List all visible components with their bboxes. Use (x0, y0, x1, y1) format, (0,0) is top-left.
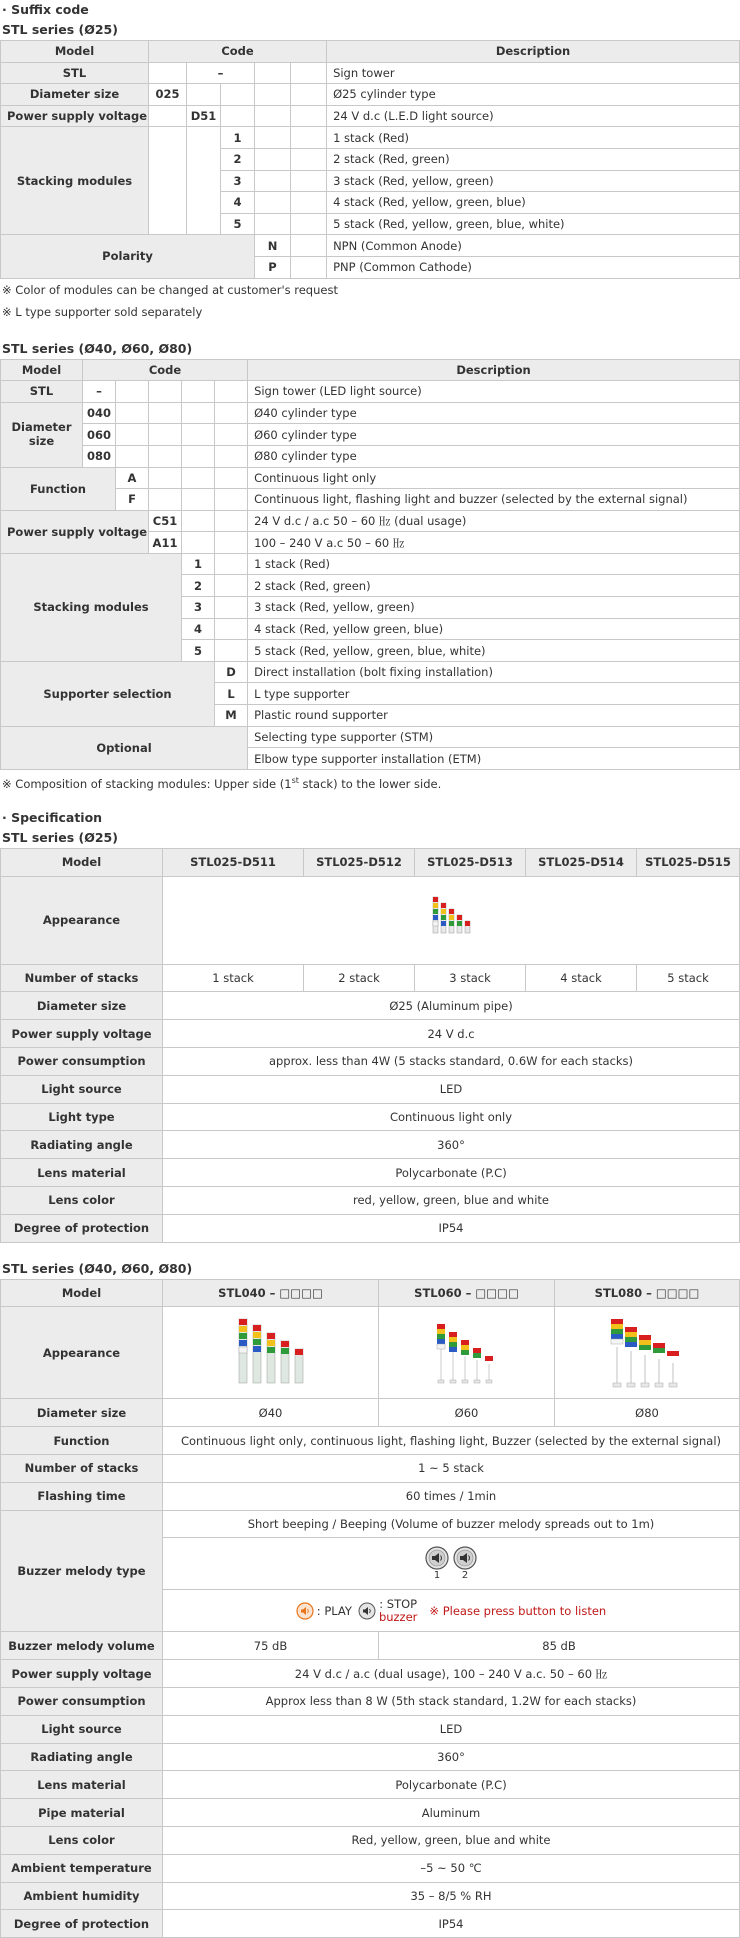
st25-suffix-title: STL series (Ø25) (2, 22, 118, 37)
diameter-code: 040 (83, 402, 116, 424)
buzzer-volume-label: Buzzer melody volume (1, 1632, 163, 1660)
suffix-heading: · Suffix code (2, 2, 89, 17)
power-consumption-label: Power consumption (1, 1048, 163, 1076)
appearance-image (163, 876, 740, 964)
radiating-angle-value: 360° (163, 1743, 740, 1771)
model-code: – (83, 381, 116, 403)
stl025-towers-image (421, 895, 481, 945)
diameter-value: Ø80 (555, 1399, 740, 1427)
light-type-label: Light type (1, 1103, 163, 1131)
stack-code: 1 (221, 127, 255, 149)
stacking-label: Stacking modules (1, 127, 149, 235)
psv-code: A11 (149, 532, 182, 554)
diameter-code: 060 (83, 424, 116, 446)
model-name: STL060 – □□□□ (379, 1279, 555, 1307)
st40-spec-title: STL series (Ø40, Ø60, Ø80) (2, 1260, 193, 1276)
power-consumption-label: Power consumption (1, 1687, 163, 1715)
note-color: ※ Color of modules can be changed at customer's request (2, 282, 338, 297)
lens-color-value: red, yellow, green, blue and white (163, 1186, 740, 1214)
header-model: Model (1, 41, 149, 63)
psv-desc: 24 V d.c (L.E.D light source) (327, 105, 740, 127)
supporter-code: D (215, 661, 248, 683)
lens-color-label: Lens color (1, 1826, 163, 1854)
supporter-code: M (215, 705, 248, 727)
stacks-value: 1 ~ 5 stack (163, 1454, 740, 1482)
stack-code: 2 (221, 148, 255, 170)
optional-desc: Selecting type supporter (STM) (248, 726, 740, 748)
stack-desc: 1 stack (Red) (327, 127, 740, 149)
lens-material-label: Lens material (1, 1771, 163, 1799)
play-speaker-icon (296, 1602, 314, 1620)
function-value: Continuous light only, continuous light, flashing light, Buzzer (selected by the external signal) (163, 1427, 740, 1455)
function-label: Function (1, 1427, 163, 1455)
stacks-value: 3 stack (415, 964, 526, 992)
header-description: Description (327, 41, 740, 63)
protection-label: Degree of protection (1, 1910, 163, 1938)
stop-legend: : STOP buzzer (358, 1598, 417, 1624)
psv-value: 24 V d.c / a.c (dual usage), 100 – 240 V a.c. 50 – 60 ㎐ (163, 1660, 740, 1688)
light-source-value: LED (163, 1075, 740, 1103)
model-label: STL (1, 381, 83, 403)
psv-label: Power supply voltage (1, 510, 149, 553)
stack-desc: 5 stack (Red, yellow, green, blue, white) (327, 213, 740, 235)
stacks-label: Number of stacks (1, 1454, 163, 1482)
header-model: Model (1, 359, 83, 381)
buzzer-button-label: 2 (461, 1570, 469, 1582)
model-name: STL040 – □□□□ (163, 1279, 379, 1307)
polarity-desc: PNP (Common Cathode) (327, 256, 740, 278)
spec-table-st25 (0, 848, 740, 1243)
model-label: STL (1, 62, 149, 84)
note-composition: ※ Composition of stacking modules: Upper side (1st stack) to the lower side. (2, 775, 442, 791)
buzzer-volume-value: 75 dB (163, 1632, 379, 1660)
optional-desc: Elbow type supporter installation (ETM) (248, 748, 740, 770)
diameter-code: 025 (149, 84, 187, 106)
optional-label: Optional (1, 726, 248, 769)
psv-label: Power supply voltage (1, 1660, 163, 1688)
st40-suffix-title: STL series (Ø40, Ø60, Ø80) (2, 340, 193, 356)
protection-label: Degree of protection (1, 1214, 163, 1242)
header-code: Code (83, 359, 248, 381)
psv-label: Power supply voltage (1, 1020, 163, 1048)
stack-code: 1 (182, 553, 215, 575)
stl080-towers-image (605, 1315, 689, 1391)
spec-table-st40 (0, 1279, 740, 1938)
supporter-desc: Plastic round supporter (248, 705, 740, 727)
function-desc: Continuous light only (248, 467, 740, 489)
pipe-material-label: Pipe material (1, 1799, 163, 1827)
stack-code: 3 (182, 597, 215, 619)
note-l-type: ※ L type supporter sold separately (2, 304, 203, 319)
power-consumption-value: Approx less than 8 W (5th stack standard, 1.2W for each stacks) (163, 1687, 740, 1715)
stack-desc: 4 stack (Red, yellow, green, blue) (327, 192, 740, 214)
stack-code: 4 (182, 618, 215, 640)
play-legend: : PLAY (296, 1602, 352, 1620)
flashing-time-value: 60 times / 1min (163, 1482, 740, 1510)
buzzer-buttons-cell (163, 1538, 740, 1590)
stacks-value: 1 stack (163, 964, 304, 992)
polarity-code: P (255, 256, 291, 278)
polarity-desc: NPN (Common Anode) (327, 235, 740, 257)
diameter-label: Diameter size (1, 1399, 163, 1427)
supporter-desc: L type supporter (248, 683, 740, 705)
model-desc: Sign tower (LED light source) (248, 381, 740, 403)
stack-code: 4 (221, 192, 255, 214)
buzzer-desc: Short beeping / Beeping (Volume of buzzer melody spreads out to 1m) (163, 1510, 740, 1538)
speaker-icon (453, 1546, 477, 1570)
model-code: – (187, 62, 255, 84)
stacks-value: 5 stack (637, 964, 740, 992)
light-source-label: Light source (1, 1075, 163, 1103)
psv-value: 24 V d.c (163, 1020, 740, 1048)
supporter-code: L (215, 683, 248, 705)
stl040-towers-image (231, 1315, 311, 1391)
ambient-temperature-label: Ambient temperature (1, 1854, 163, 1882)
buzzer-label: Buzzer melody type (1, 1510, 163, 1632)
psv-code: D51 (187, 105, 221, 127)
radiating-angle-value: 360° (163, 1131, 740, 1159)
psv-label: Power supply voltage (1, 105, 149, 127)
stack-desc: 3 stack (Red, yellow, green) (248, 597, 740, 619)
diameter-desc: Ø60 cylinder type (248, 424, 740, 446)
model-desc: Sign tower (327, 62, 740, 84)
header-code: Code (149, 41, 327, 63)
ambient-humidity-label: Ambient humidity (1, 1882, 163, 1910)
polarity-code: N (255, 235, 291, 257)
pipe-material-value: Aluminum (163, 1799, 740, 1827)
polarity-label: Polarity (1, 235, 255, 278)
power-consumption-value: approx. less than 4W (5 stacks standard, 0.6W for each stacks) (163, 1048, 740, 1076)
stacking-label: Stacking modules (1, 553, 182, 661)
listen-note: ※ Please press button to listen (429, 1603, 607, 1618)
model-name: STL025-D511 (163, 848, 304, 876)
light-source-label: Light source (1, 1715, 163, 1743)
model-name: STL080 – □□□□ (555, 1279, 740, 1307)
stack-desc: 3 stack (Red, yellow, green) (327, 170, 740, 192)
lens-material-label: Lens material (1, 1159, 163, 1187)
diameter-code: 080 (83, 445, 116, 467)
stack-code: 2 (182, 575, 215, 597)
psv-desc: 100 – 240 V a.c 50 – 60 ㎐ (248, 532, 740, 554)
ambient-temperature-value: –5 ~ 50 ℃ (163, 1854, 740, 1882)
model-name: STL025-D512 (304, 848, 415, 876)
diameter-value: Ø60 (379, 1399, 555, 1427)
flashing-time-label: Flashing time (1, 1482, 163, 1510)
stack-desc: 5 stack (Red, yellow, green, blue, white) (248, 640, 740, 662)
lens-material-value: Polycarbonate (P.C) (163, 1159, 740, 1187)
model-name: STL025-D514 (526, 848, 637, 876)
suffix-table-st25 (0, 40, 740, 279)
supporter-label: Supporter selection (1, 661, 215, 726)
spec-heading: · Specification (2, 809, 103, 825)
light-source-value: LED (163, 1715, 740, 1743)
speaker-icon (425, 1546, 449, 1570)
stacks-value: 4 stack (526, 964, 637, 992)
stacks-value: 2 stack (304, 964, 415, 992)
diameter-value: Ø25 (Aluminum pipe) (163, 992, 740, 1020)
protection-value: IP54 (163, 1910, 740, 1938)
diameter-label: Diameter size (1, 992, 163, 1020)
diameter-label: Diameter size (1, 84, 149, 106)
st25-spec-title: STL series (Ø25) (2, 829, 118, 845)
stack-desc: 2 stack (Red, green) (248, 575, 740, 597)
model-name: STL025-D515 (637, 848, 740, 876)
stacks-label: Number of stacks (1, 964, 163, 992)
suffix-table-st40 (0, 359, 740, 770)
radiating-angle-label: Radiating angle (1, 1743, 163, 1771)
model-name: STL025-D513 (415, 848, 526, 876)
diameter-desc: Ø80 cylinder type (248, 445, 740, 467)
lens-color-label: Lens color (1, 1186, 163, 1214)
appearance-label: Appearance (1, 876, 163, 964)
buzzer-volume-value: 85 dB (379, 1632, 740, 1660)
diameter-desc: Ø40 cylinder type (248, 402, 740, 424)
function-code: F (116, 489, 149, 511)
stl060-image-cell (379, 1307, 555, 1399)
header-model: Model (1, 848, 163, 876)
buzzer-button-label: 1 (433, 1570, 441, 1582)
header-model: Model (1, 1279, 163, 1307)
function-desc: Continuous light, flashing light and buzzer (selected by the external signal) (248, 489, 740, 511)
supporter-desc: Direct installation (bolt fixing installation) (248, 661, 740, 683)
function-label: Function (1, 467, 116, 510)
ambient-humidity-value: 35 – 8/5 % RH (163, 1882, 740, 1910)
header-description: Description (248, 359, 740, 381)
psv-code: C51 (149, 510, 182, 532)
diameter-value: Ø40 (163, 1399, 379, 1427)
lens-material-value: Polycarbonate (P.C) (163, 1771, 740, 1799)
stop-speaker-icon (358, 1602, 376, 1620)
stack-desc: 1 stack (Red) (248, 553, 740, 575)
function-code: A (116, 467, 149, 489)
light-type-value: Continuous light only (163, 1103, 740, 1131)
stl040-image-cell (163, 1307, 379, 1399)
stack-code: 5 (182, 640, 215, 662)
buzzer-melody-1-button[interactable] (425, 1546, 449, 1581)
stl060-towers-image (432, 1320, 502, 1386)
diameter-label: Diameter size (1, 402, 83, 467)
stl080-image-cell (555, 1307, 740, 1399)
radiating-angle-label: Radiating angle (1, 1131, 163, 1159)
buzzer-melody-2-button[interactable] (453, 1546, 477, 1581)
stack-code: 5 (221, 213, 255, 235)
lens-color-value: Red, yellow, green, blue and white (163, 1826, 740, 1854)
protection-value: IP54 (163, 1214, 740, 1242)
buzzer-legend-cell (163, 1590, 740, 1632)
psv-desc: 24 V d.c / a.c 50 – 60 ㎐ (dual usage) (248, 510, 740, 532)
stack-desc: 4 stack (Red, yellow green, blue) (248, 618, 740, 640)
stack-desc: 2 stack (Red, green) (327, 148, 740, 170)
appearance-label: Appearance (1, 1307, 163, 1399)
diameter-desc: Ø25 cylinder type (327, 84, 740, 106)
stack-code: 3 (221, 170, 255, 192)
